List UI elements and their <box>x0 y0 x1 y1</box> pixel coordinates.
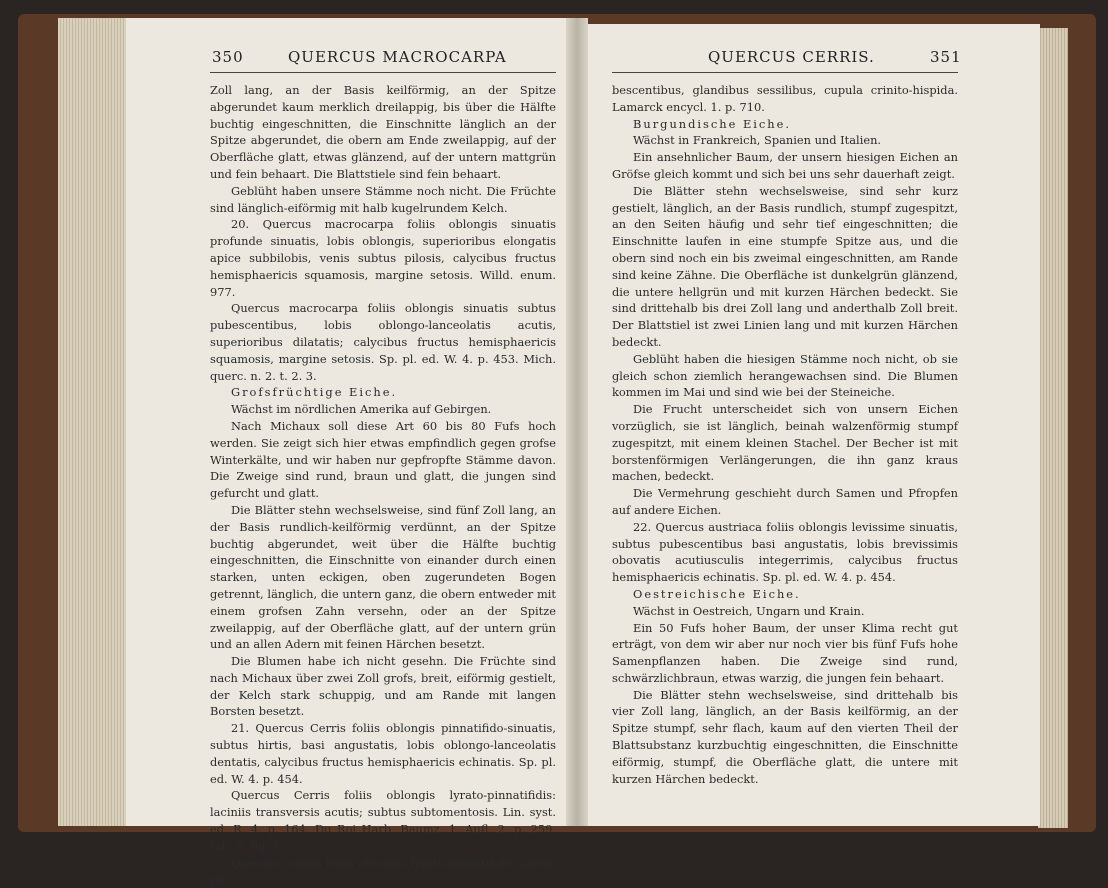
paragraph: Wächst in Frankreich, Spanien und Italien. <box>633 133 882 148</box>
right-page-text <box>612 82 958 787</box>
right-head-rule <box>612 72 958 73</box>
page-edges-right <box>1038 28 1068 828</box>
synonym-entry: Quercus macrocarpa foliis oblongis sinuatis subtus pubescentibus, lobis oblongo-lanceolatis acutis, superioribus dilatatis; calycibus fructus hemisphaericis squamosis, margine setosis. Sp. pl. ed. W. 4. p. 453. Mich. querc. n. 2. t. 2. 3. <box>210 301 556 383</box>
species-entry: 20. Quercus macrocarpa foliis oblongis sinuatis profunde sinuatis, lobis oblongis, superioribus elongatis apice subbilobis, venis subtus pilosis, calycibus fructus hemisphaericis squamosis, margine setosis. Willd. enum. 977. <box>210 217 556 299</box>
common-name: Grofsfrüchtige Eiche. <box>231 385 398 400</box>
species-entry: 22. Quercus austriaca foliis oblongis levissime sinuatis, subtus pubescentibus basi angustatis, lobis brevissimis obovatis acutiusculis integerrimis, calycibus fructus hemisphaericis echinatis. Sp. pl. ed. W. 4. p. 454. <box>612 519 958 585</box>
paragraph: Geblüht haben unsere Stämme noch nicht. Die Früchte sind länglich-eiförmig mit halb kugelrundem Kelch. <box>210 183 556 215</box>
book-gutter <box>566 18 588 826</box>
synonym-entry: Quercus crinita foliis oblongis lyrato-pinnatifidis subtus pu- <box>210 855 556 887</box>
paragraph: Wächst in Oestreich, Ungarn und Krain. <box>633 603 865 618</box>
paragraph: Die Frucht unterscheidet sich von unsern Eichen vorzüglich, sie ist länglich, beinah walzenförmig stumpf zugespitzt, mit einem kleinen Stachel. Der Becher ist mit borstenförmigen Verlängerungen, die ihn ganz kraus machen, bedeckt. <box>612 402 958 484</box>
synonym-entry: Quercus Cerris foliis oblongis lyrato-pinnatifidis: laciniis transversis acutis; subtus subtomentosis. Lin. syst. ed. R. 4. p. 164. Du Roi Harb. Baumz. 1. Aufl. 2. p. 259. tab. 5. fig. 1. <box>210 788 556 853</box>
paragraph: bescentibus, glandibus sessilibus, cupula crinito-hispida. Lamarck encycl. 1. p. 710. <box>612 83 958 114</box>
paragraph: Wächst im nördlichen Amerika auf Gebirgen. <box>231 402 492 417</box>
species-entry: 21. Quercus Cerris foliis oblongis pinnatifido-sinuatis, subtus hirtis, basi angustatis, lobis oblongo-lanceolatis dentatis, calycibus fructus hemisphaericis echinatis. Sp. pl. ed. W. 4. p. 454. <box>210 721 556 786</box>
paragraph: Zoll lang, an der Basis keilförmig, an der Spitze abgerundet kaum merklich dreilappig, bis über die Hälfte buchtig eingeschnitten, die Einschnitte länglich an der Spitze abgerundet, die obern am Ende zweilappig, auf der Oberfläche glatt, etwas glänzend, auf der untern mattgrün und fein behaart. Die Blattstiele sind fein behaart. <box>210 83 556 181</box>
paragraph: Die Blätter stehn wechselsweise, sind fünf Zoll lang, an der Basis rundlich-keilförmig verdünnt, an der Spitze buchtig abgerundet, weit über die Hälfte buchtig eingeschnitten, die Einschnitte von einander durch einen starken, unten eckigen, oben zugerundeten Bogen getrennt, länglich, die untern ganz, die obern entweder mit einem grofsen Zahn versehn, oder an der Spitze zweilappig, auf der Oberfläche glatt, auf der untern grün und an allen Adern mit feinen Härchen besetzt. <box>210 502 556 652</box>
page-edges-left <box>58 18 128 826</box>
paragraph: Nach Michaux soll diese Art 60 bis 80 Fufs hoch werden. Sie zeigt sich hier etwas empfindlich gegen grofse Winterkälte, und wir haben nur gepfropfte Stämme davon. Die Zweige sind rund, braun und glatt, die jungen sind gefurcht und glatt. <box>210 418 556 501</box>
common-name: Burgundische Eiche. <box>633 116 792 131</box>
paragraph: Ein ansehnlicher Baum, der unsern hiesigen Eichen an Gröfse gleich kommt und sich bei uns sehr dauerhaft zeigt. <box>612 150 958 181</box>
left-page-text <box>210 82 556 888</box>
paragraph: Geblüht haben die hiesigen Stämme noch nicht, ob sie gleich schon ziemlich herangewachsen sind. Die Blumen kommen im Mai und sind wie bei der Steineiche. <box>612 351 958 400</box>
paragraph: Die Blätter stehn wechselsweise, sind sehr kurz gestielt, länglich, an der Basis rundlich, stumpf zugespitzt, an den Seiten häufig und sehr tief eingeschnitten; die Einschnitte laufen in eine stumpfe Spitze aus, und die obern sind noch ein bis zweimal eingeschnitten, am Rande sind keine Zähne. Die Oberfläche ist dunkelgrün glänzend, die untere hellgrün und mit kurzen Härchen bedeckt. Sie sind drittehalb bis drei Zoll lang und anderthalb Zoll breit. Der Blattstiel ist zwei Linien lang und mit kurzen Härchen bedeckt. <box>612 183 958 349</box>
left-page-number: 350 <box>212 48 244 66</box>
common-name: Oestreichische Eiche. <box>633 586 801 601</box>
paragraph: Die Vermehrung geschieht durch Samen und Pfropfen auf andere Eichen. <box>612 486 958 517</box>
left-running-head: QUERCUS MACROCARPA <box>288 48 507 66</box>
right-page-number: 351 <box>930 48 962 66</box>
paragraph: Die Blätter stehn wechselsweise, sind drittehalb bis vier Zoll lang, länglich, an der Basis keilförmig, an der Spitze stumpf, sehr flach, kaum auf den vierten Theil der Blattsubstanz kurzbuchtig eingeschnitten, die Einschnitte eiförmig, stumpf, die Oberfläche glatt, die untere mit kurzen Härchen bedeckt. <box>612 687 958 786</box>
paragraph: Die Blumen habe ich nicht gesehn. Die Früchte sind nach Michaux über zwei Zoll grofs, breit, eiförmig gestielt, der Kelch stark schuppig, und am Rande mit langen Borsten besetzt. <box>210 654 556 719</box>
paragraph: Ein 50 Fufs hoher Baum, der unser Klima recht gut erträgt, von dem wir aber nur noch vier bis fünf Fufs hohe Samenpflanzen haben. Die Zweige sind rund, schwärzlichbraun, etwas warzig, die jungen fein behaart. <box>612 620 958 685</box>
right-running-head: QUERCUS CERRIS. <box>708 48 875 66</box>
left-head-rule <box>210 72 556 73</box>
